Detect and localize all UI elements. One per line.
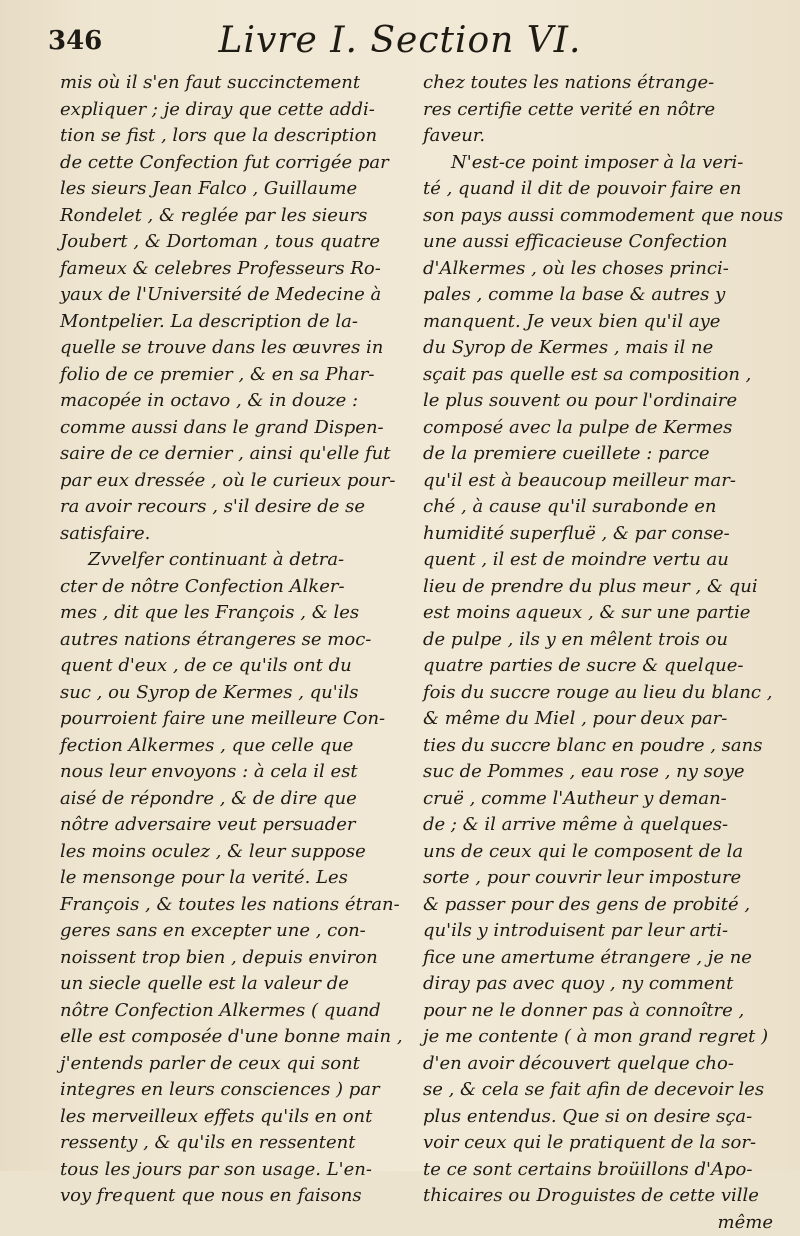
page-header bbox=[40, 18, 760, 68]
text-line: ché , à cause qu'il surabonde en bbox=[423, 494, 773, 521]
text-line: pour ne le donner pas à connoître , bbox=[423, 998, 773, 1025]
text-line: d'en avoir découvert quelque cho- bbox=[423, 1051, 773, 1078]
text-line: qu'il est à beaucoup meilleur mar- bbox=[423, 468, 773, 495]
text-line: de la premiere cueillete : parce bbox=[423, 441, 773, 468]
text-line: plus entendus. Que si on desire sça- bbox=[423, 1104, 773, 1131]
text-line: le plus souvent ou pour l'ordinaire bbox=[423, 388, 773, 415]
text-line: ressenty , & qu'ils en ressentent bbox=[60, 1130, 395, 1157]
text-line: pales , comme la base & autres y bbox=[423, 282, 773, 309]
text-line: & même du Miel , pour deux par- bbox=[423, 706, 773, 733]
text-line: N'est-ce point imposer à la veri- bbox=[423, 150, 773, 177]
text-line: quent , il est de moindre vertu au bbox=[423, 547, 773, 574]
text-line: nôtre Confection Alkermes ( quand bbox=[60, 998, 395, 1025]
text-line: nôtre adversaire veut persuader bbox=[60, 812, 395, 839]
text-line: les merveilleux effets qu'ils en ont bbox=[60, 1104, 395, 1131]
text-line: François , & toutes les nations étran- bbox=[60, 892, 395, 919]
text-line: lieu de prendre du plus meur , & qui bbox=[423, 574, 773, 601]
text-line: ties du succre blanc en poudre , sans bbox=[423, 733, 773, 760]
text-line: folio de ce premier , & en sa Phar- bbox=[60, 362, 395, 389]
text-line: uns de ceux qui le composent de la bbox=[423, 839, 773, 866]
text-line: té , quand il dit de pouvoir faire en bbox=[423, 176, 773, 203]
text-line: quelle se trouve dans les œuvres in bbox=[60, 335, 395, 362]
text-line: tion se fist , lors que la description bbox=[60, 123, 395, 150]
text-line: yaux de l'Université de Medecine à bbox=[60, 282, 395, 309]
text-line: te ce sont certains broüillons d'Apo- bbox=[423, 1157, 773, 1184]
text-line: qu'ils y introduisent par leur arti- bbox=[423, 918, 773, 945]
text-line: composé avec la pulpe de Kermes bbox=[423, 415, 773, 442]
text-line: Zvvelfer continuant à detra- bbox=[60, 547, 395, 574]
text-line: mes , dit que les François , & les bbox=[60, 600, 395, 627]
text-line: se , & cela se fait afin de decevoir les bbox=[423, 1077, 773, 1104]
page-number: 346 bbox=[48, 26, 102, 56]
text-line: par eux dressée , où le curieux pour- bbox=[60, 468, 395, 495]
text-line: suc de Pommes , eau rose , ny soye bbox=[423, 759, 773, 786]
text-line: thicaires ou Droguistes de cette ville bbox=[423, 1183, 773, 1210]
text-line: autres nations étrangeres se moc- bbox=[60, 627, 395, 654]
text-line: macopée in octavo , & in douze : bbox=[60, 388, 395, 415]
text-line: sçait pas quelle est sa composition , bbox=[423, 362, 773, 389]
text-line: voir ceux qui le pratiquent de la sor- bbox=[423, 1130, 773, 1157]
text-line: chez toutes les nations étrange- bbox=[423, 70, 773, 97]
text-line: tous les jours par son usage. L'en- bbox=[60, 1157, 395, 1184]
text-line: res certifie cette verité en nôtre bbox=[423, 97, 773, 124]
text-line: geres sans en excepter une , con- bbox=[60, 918, 395, 945]
text-line: Joubert , & Dortoman , tous quatre bbox=[60, 229, 395, 256]
left-column bbox=[60, 70, 395, 1210]
text-line: pourroient faire une meilleure Con- bbox=[60, 706, 395, 733]
text-line: du Syrop de Kermes , mais il ne bbox=[423, 335, 773, 362]
text-line: suc , ou Syrop de Kermes , qu'ils bbox=[60, 680, 395, 707]
text-line: saire de ce dernier , ainsi qu'elle fut bbox=[60, 441, 395, 468]
text-line: fois du succre rouge au lieu du blanc , bbox=[423, 680, 773, 707]
text-line: quent d'eux , de ce qu'ils ont du bbox=[60, 653, 395, 680]
text-line: fection Alkermes , que celle que bbox=[60, 733, 395, 760]
text-line: integres en leurs consciences ) par bbox=[60, 1077, 395, 1104]
text-line: fice une amertume étrangere , je ne bbox=[423, 945, 773, 972]
text-line: Rondelet , & reglée par les sieurs bbox=[60, 203, 395, 230]
text-line: je me contente ( à mon grand regret ) bbox=[423, 1024, 773, 1051]
text-line: comme aussi dans le grand Dispen- bbox=[60, 415, 395, 442]
text-line: sorte , pour couvrir leur imposture bbox=[423, 865, 773, 892]
text-line: faveur. bbox=[423, 123, 773, 150]
text-line: aisé de répondre , & de dire que bbox=[60, 786, 395, 813]
text-line: quatre parties de sucre & quelque- bbox=[423, 653, 773, 680]
text-line: de pulpe , ils y en mêlent trois ou bbox=[423, 627, 773, 654]
right-column bbox=[423, 70, 773, 1236]
text-line: une aussi efficacieuse Confection bbox=[423, 229, 773, 256]
text-line: un siecle quelle est la valeur de bbox=[60, 971, 395, 998]
text-line: de cette Confection fut corrigée par bbox=[60, 150, 395, 177]
text-line: elle est composée d'une bonne main , bbox=[60, 1024, 395, 1051]
text-line: diray pas avec quoy , ny comment bbox=[423, 971, 773, 998]
text-line: j'entends parler de ceux qui sont bbox=[60, 1051, 395, 1078]
text-line: son pays aussi commodement que nous bbox=[423, 203, 773, 230]
text-line: les moins oculez , & leur suppose bbox=[60, 839, 395, 866]
text-line: même bbox=[423, 1210, 773, 1236]
text-line: nous leur envoyons : à cela il est bbox=[60, 759, 395, 786]
text-line: de ; & il arrive même à quelques- bbox=[423, 812, 773, 839]
text-line: d'Alkermes , où les choses princi- bbox=[423, 256, 773, 283]
text-line: & passer pour des gens de probité , bbox=[423, 892, 773, 919]
text-line: satisfaire. bbox=[60, 521, 395, 548]
text-line: manquent. Je veux bien qu'il aye bbox=[423, 309, 773, 336]
text-line: le mensonge pour la verité. Les bbox=[60, 865, 395, 892]
text-line: fameux & celebres Professeurs Ro- bbox=[60, 256, 395, 283]
text-line: cter de nôtre Confection Alker- bbox=[60, 574, 395, 601]
text-line: les sieurs Jean Falco , Guillaume bbox=[60, 176, 395, 203]
text-line: ra avoir recours , s'il desire de se bbox=[60, 494, 395, 521]
text-line: mis où il s'en faut succinctement bbox=[60, 70, 395, 97]
text-line: voy frequent que nous en faisons bbox=[60, 1183, 395, 1210]
text-line: cruë , comme l'Autheur y deman- bbox=[423, 786, 773, 813]
running-head: Livre I. Section VI. bbox=[40, 20, 760, 61]
text-line: est moins aqueux , & sur une partie bbox=[423, 600, 773, 627]
text-line: Montpelier. La description de la- bbox=[60, 309, 395, 336]
text-line: expliquer ; je diray que cette addi- bbox=[60, 97, 395, 124]
text-line: noissent trop bien , depuis environ bbox=[60, 945, 395, 972]
text-line: humidité superfluë , & par conse- bbox=[423, 521, 773, 548]
